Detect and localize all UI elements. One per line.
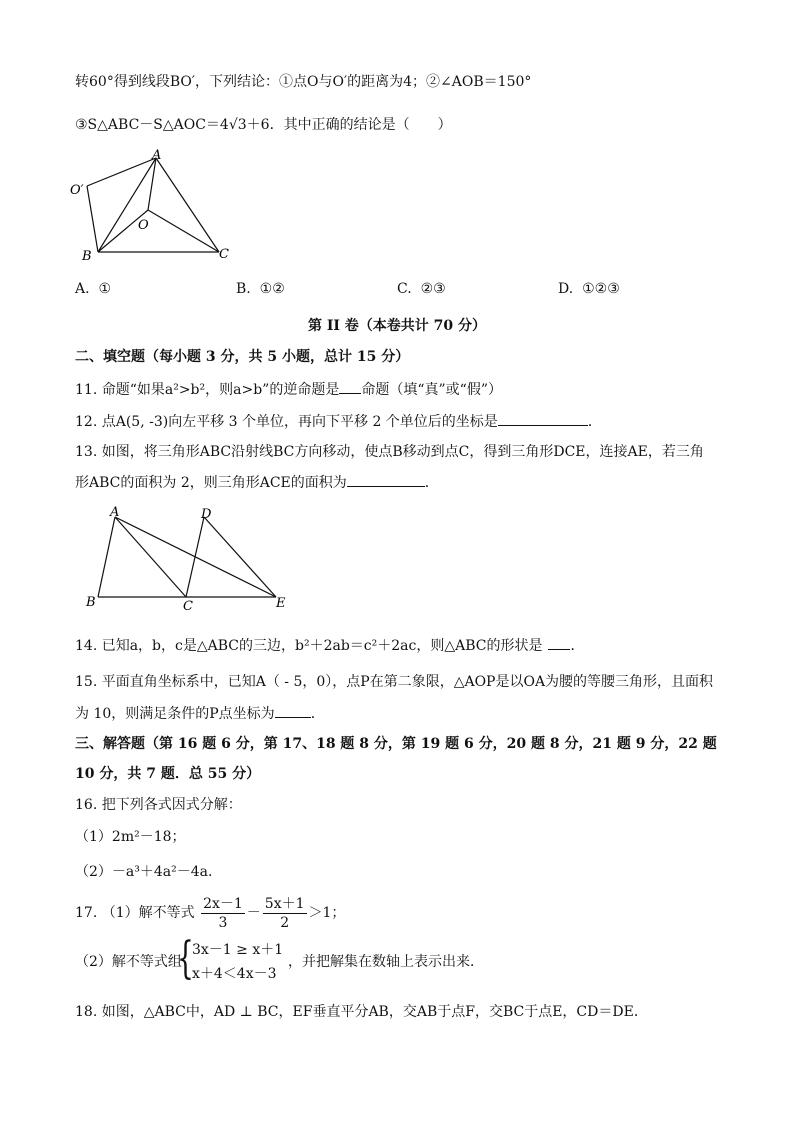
fig2-label-c: C xyxy=(183,599,193,614)
fig1-label-b: B xyxy=(82,249,92,264)
q16-title: 16. 把下列各式因式分解： xyxy=(75,797,242,813)
figure-triangle-abc-o xyxy=(68,146,248,268)
fig1-label-c: C xyxy=(219,247,229,262)
q13-line2: 形ABC的面积为 2，则三角形ACE的面积为 ． xyxy=(75,472,439,493)
q15-line2: 为 10，则满足条件的P点坐标为 ． xyxy=(75,703,325,724)
q17-part1: 17. （1）解不等式 $\frac{2x-1}{3}$ － $\frac{5x+1}{2}$ ＞1； xyxy=(75,895,346,931)
fig2-label-b: B xyxy=(86,595,96,610)
q15-line1: 15. 平面直角坐标系中，已知A（ - 5，0），点P在第二象限，△AOP是以OA为腰的等腰三角形，且面积 xyxy=(75,674,714,690)
figure-triangle-translation xyxy=(80,503,295,615)
q13-line1: 13. 如图，将三角形ABC沿射线BC方向移动，使点B移动到点C，得到三角形DCE，连接AE，若三角 xyxy=(75,444,704,460)
q17-part2-prefix: （2）解不等式组 xyxy=(75,954,182,970)
q17-part2 xyxy=(75,933,775,987)
q17-fraction2: $\frac{5x+1}{2}$ xyxy=(264,895,305,931)
q16-part2: （2）－a³＋4a²－4a． xyxy=(75,864,222,880)
q11: 11. 命题“如果a²>b²，则a>b”的逆命题是 命题（填“真”或“假”） xyxy=(75,379,502,400)
fig2-label-e: E xyxy=(276,596,286,611)
q18: 18. 如图，△ABC中，AD ⊥ BC，EF垂直平分AB，交AB于点F，交BC于点E，CD＝DE． xyxy=(75,1004,648,1020)
inequality-2: x＋4＜4x－3 xyxy=(192,966,277,982)
q17-fraction1: $\frac{2x-1}{3}$ xyxy=(203,895,243,931)
fig1-label-a: A xyxy=(152,148,162,163)
fig2-label-d: D xyxy=(201,507,212,522)
q11-blank xyxy=(339,379,361,394)
inequality-1: 3x－1 ≥ x＋1 xyxy=(192,942,284,958)
section2-title: 第 II 卷（本卷共计 70 分） xyxy=(307,318,487,334)
q15-blank xyxy=(275,703,311,718)
q12: 12. 点A(5, -3)向左平移 3 个单位，再向下平移 2 个单位后的坐标是 ． xyxy=(75,411,602,432)
q10-line2: ③S△ABC－S△AOC＝4√3＋6．其中正确的结论是（ ） xyxy=(75,117,452,133)
inequality-brace: { xyxy=(177,933,194,984)
fig1-label-o-prime: O′ xyxy=(70,183,84,198)
q12-blank xyxy=(498,411,588,426)
q16-part1: （1）2m²－18； xyxy=(75,829,186,845)
fig1-label-o: O xyxy=(138,218,149,233)
option-c: C. ②③ xyxy=(397,281,446,297)
option-d: D. ①②③ xyxy=(558,281,620,297)
q10-line1: 转60°得到线段BO′，下列结论：①点O与O′的距离为4；②∠AOB＝150° xyxy=(75,74,532,90)
solve-section-header-line2: 10 分，共 7 题．总 55 分） xyxy=(75,766,261,782)
fill-section-header: 二、填空题（每小题 3 分，共 5 小题，总计 15 分） xyxy=(75,349,410,365)
q14: 14. 已知a，b，c是△ABC的三边，b²＋2ab＝c²＋2ac，则△ABC的形状是 ． xyxy=(75,635,584,656)
q17-part2-suffix: ，并把解集在数轴上表示出来． xyxy=(288,954,484,970)
fig2-label-a: A xyxy=(110,505,120,520)
q14-blank xyxy=(548,635,570,650)
solve-section-header-line1: 三、解答题（第 16 题 6 分，第 17、18 题 8 分，第 19 题 6 分，20 题 8 分，21 题 9 分，22 题 xyxy=(75,736,717,752)
q13-blank xyxy=(347,472,425,487)
option-b: B. ①② xyxy=(236,281,285,297)
option-a: A. ① xyxy=(75,281,112,297)
